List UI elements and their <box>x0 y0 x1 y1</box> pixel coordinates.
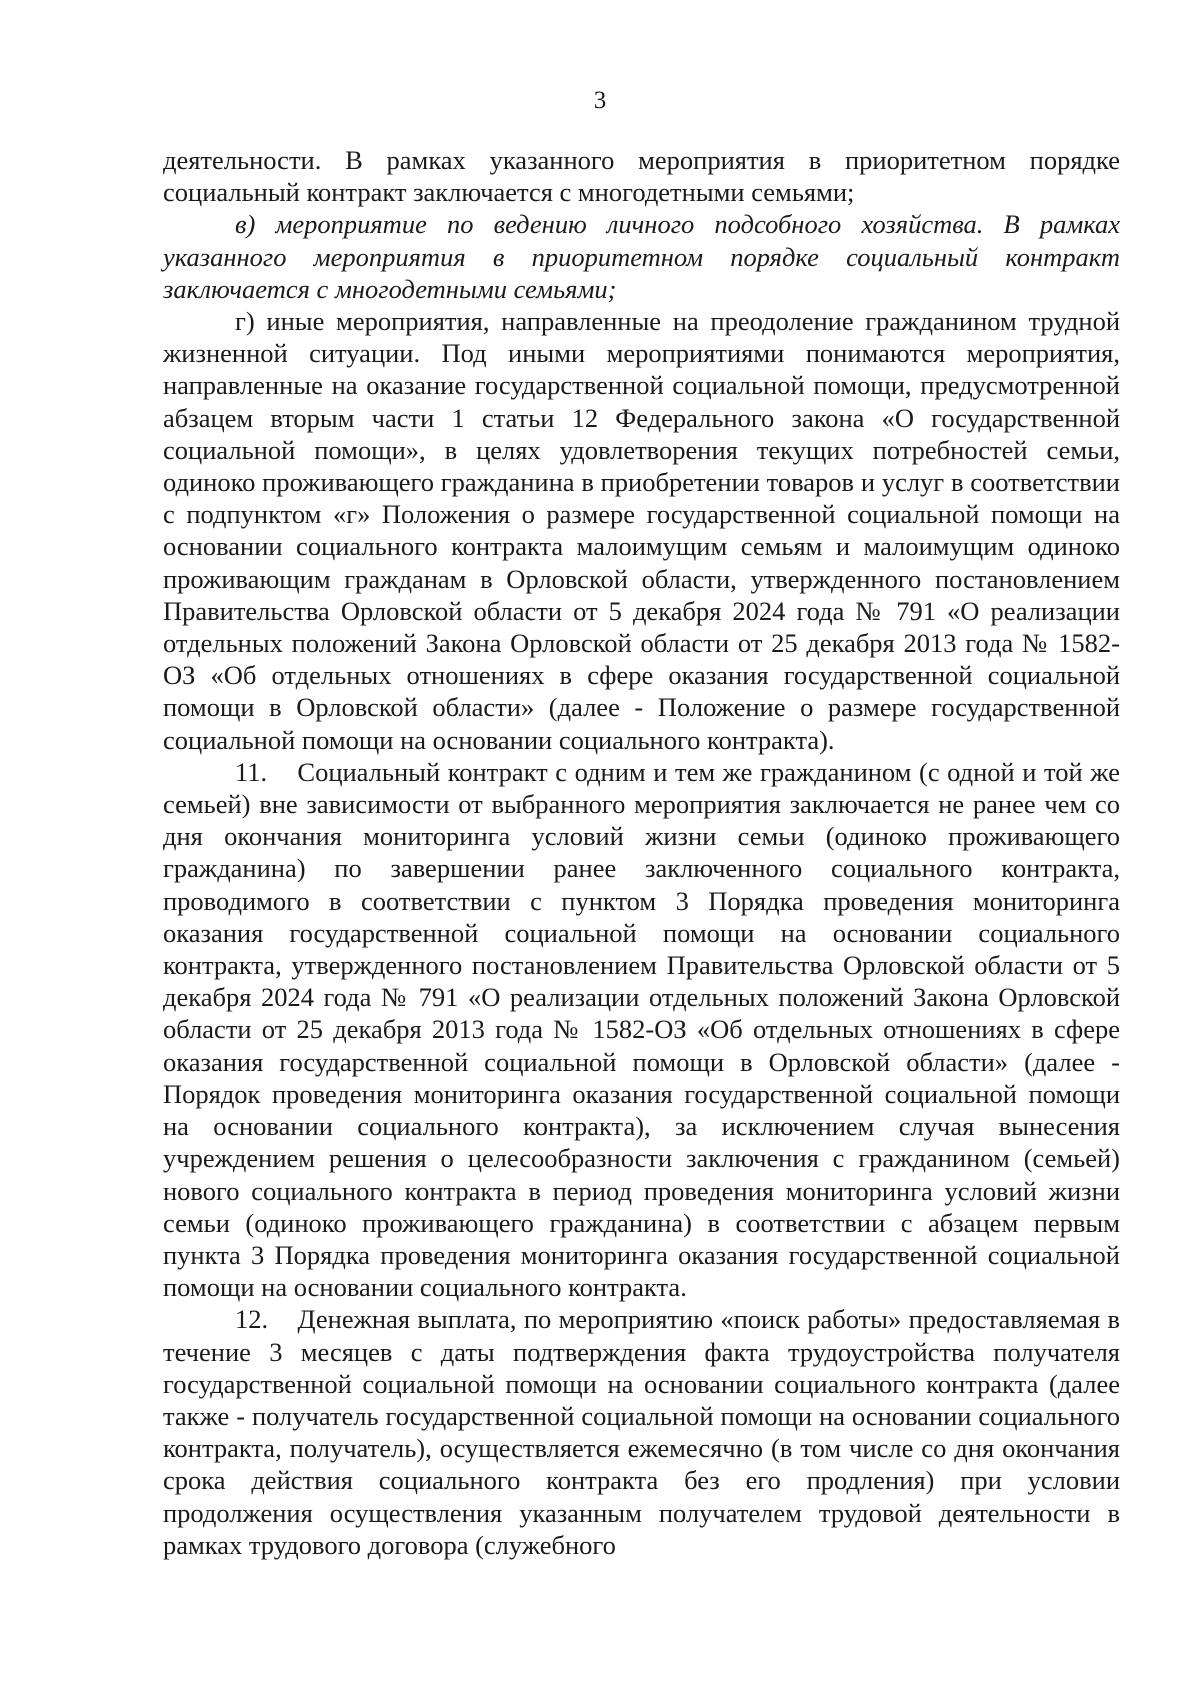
paragraph-item-v: в) мероприятие по ведению личного подсобного хозяйства. В рамках указанного мероприятия в приоритетном порядке социальный контракт заключается с многодетными семьями; <box>163 209 1120 304</box>
paragraph-item-g: г) иные мероприятия, направленные на преодоление гражданином трудной жизненной ситуации. Под иными мероприятиями понимаются мероприятия, направленные на оказание государственной социальной помощи, предусмотренной абзацем вторым части 1 статьи 12 Федерального закона «О государственной социальной помощи», в целях удовлетворения текущих потребностей семьи, одиноко проживающего гражданина в приобретении товаров и услуг в соответствии с подпунктом «г» Положения о размере государственной социальной помощи на основании социального контракта малоимущим семьям и малоимущим одиноко проживающим гражданам в Орловской области, утвержденного постановлением Правительства Орловской области от 5 декабря 2024 года № 791 «О реализации отдельных положений Закона Орловской области от 25 декабря 2013 года № 1582-ОЗ «Об отдельных отношениях в сфере оказания государственной социальной помощи в Орловской области» (далее - Положение о размере государственной социальной помощи на основании социального контракта). <box>163 306 1120 755</box>
paragraph-clause-12: 12. Денежная выплата, по мероприятию «поиск работы» предоставляемая в течение 3 месяцев с даты подтверждения факта трудоустройства получателя государственной социальной помощи на основании социального контракта (далее также - получатель государственной социальной помощи на основании социального контракта, получатель), осуществляется ежемесячно (в том числе со дня окончания срока действия социального контракта без его продления) при условии продолжения осуществления указанным получателем трудовой деятельности в рамках трудового договора (служебного <box>163 1304 1120 1560</box>
paragraph-continuation: деятельности. В рамках указанного мероприятия в приоритетном порядке социальный контракт заключается с многодетными семьями; <box>163 145 1120 208</box>
document-body <box>163 144 1120 1561</box>
page-number: 3 <box>593 87 607 114</box>
paragraph-clause-11: 11. Социальный контракт с одним и тем же гражданином (с одной и той же семьей) вне зависимости от выбранного мероприятия заключается не ранее чем со дня окончания мониторинга условий жизни семьи (одиноко проживающего гражданина) по завершении ранее заключенного социального контракта, проводимого в соответствии с пунктом 3 Порядка проведения мониторинга оказания государственной социальной помощи на основании социального контракта, утвержденного постановлением Правительства Орловской области от 5 декабря 2024 года № 791 «О реализации отдельных положений Закона Орловской области от 25 декабря 2013 года № 1582-ОЗ «Об отдельных отношениях в сфере оказания государственной социальной помощи в Орловской области» (далее - Порядок проведения мониторинга оказания государственной социальной помощи на основании социального контракта), за исключением случая вынесения учреждением решения о целесообразности заключения с гражданином (семьей) нового социального контракта в период проведения мониторинга условий жизни семьи (одиноко проживающего гражданина) в соответствии с абзацем первым пункта 3 Порядка проведения мониторинга оказания государственной социальной помощи на основании социального контракта. <box>163 756 1120 1303</box>
